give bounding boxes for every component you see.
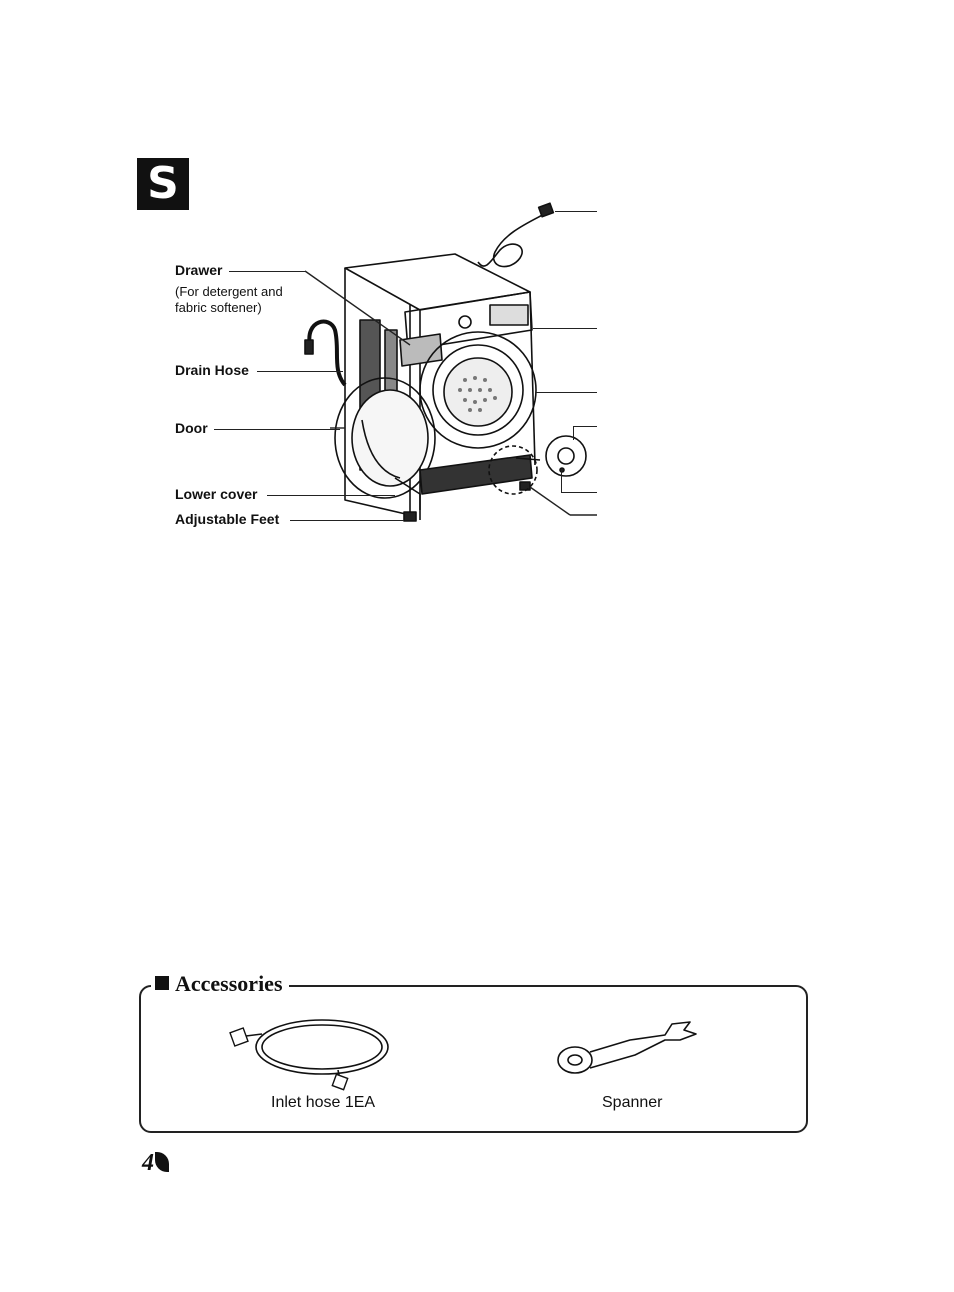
label-drawer: Drawer [175,262,223,278]
page-number-text: 4 [142,1150,154,1176]
page-number [142,1150,169,1177]
accessories-title-text: Accessories [175,971,283,996]
accessory-caption-spanner: Spanner [602,1094,663,1111]
section-badge: S [137,158,189,210]
label-lower-cover: Lower cover [175,486,258,502]
accessory-caption-inlet-hose: Inlet hose 1EA [271,1094,376,1111]
label-door: Door [175,420,208,436]
leaf-ornament-icon [155,1152,169,1172]
label-drawer-note-2: fabric softener) [175,300,262,315]
label-adjustable-feet: Adjustable Feet [175,511,280,527]
label-drawer-note-1: (For detergent and [175,284,283,299]
label-drain-hose: Drain Hose [175,362,249,378]
